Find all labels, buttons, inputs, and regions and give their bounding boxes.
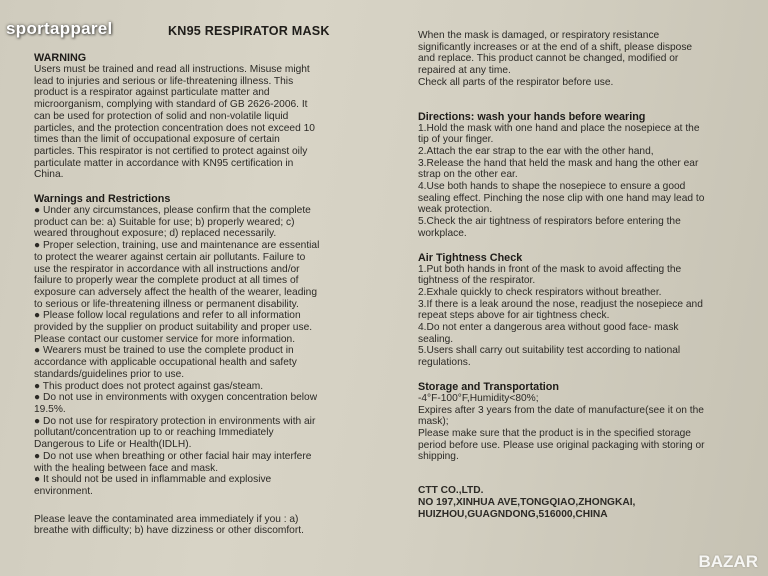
text-line: 2.Attach the ear strap to the ear with the other hand, — [418, 145, 654, 157]
text-line: 5.Users shall carry out suitability test according to national — [418, 345, 681, 357]
text-line: Please contact our customer service for more information. — [34, 333, 296, 345]
text-line: Users must be trained and read all instructions. Misuse might — [34, 64, 310, 75]
address-line: HUIZHOU,GUAGNDONG,516000,CHINA — [418, 508, 608, 520]
directions-heading: Directions: wash your hands before wearing — [418, 110, 646, 123]
text-line: tightness of the respirator. — [418, 275, 536, 287]
text-line: period before use. Please use original packaging with storing or — [418, 439, 705, 451]
text-line: 2.Exhale quickly to check respirators without breather. — [418, 286, 662, 298]
leave-area-text — [34, 514, 374, 537]
air-tightness-text — [418, 264, 740, 369]
text-line: exposure can adversely affect the health of the wearer, leading — [34, 286, 317, 298]
air-tightness-heading: Air Tightness Check — [418, 251, 523, 264]
bazar-logo: BAZAR — [698, 552, 758, 571]
text-line: Please leave the contaminated area immediately if you : a) — [34, 513, 299, 525]
text-line: ● Under any circumstances, please confirm that the complete — [34, 205, 311, 217]
text-line: standards/guidelines prior to use. — [34, 368, 185, 380]
text-line: ● Do not use in environments with oxygen concentration below — [34, 392, 318, 404]
warning-heading: WARNING — [34, 52, 87, 64]
text-line: breathe with difficulty; b) have dizziness or other discomfort. — [34, 525, 304, 537]
text-line: strap on the other ear. — [418, 169, 518, 181]
text-line: shipping. — [418, 451, 459, 463]
address-line: NO 197,XINHUA AVE,TONGQIAO,ZHONGKAI, — [418, 496, 636, 508]
text-line: 3.Release the hand that held the mask and hang the other ear — [418, 157, 699, 169]
text-line: with the healing between face and mask. — [34, 462, 219, 474]
text-line: mask); — [418, 416, 449, 428]
text-line: times than the limit of occupational exposure of certain — [34, 134, 280, 146]
text-line: to protect the wearer against certain air pollutants. Failure to — [34, 251, 306, 263]
text-line: accordance with applicable occupational health and safety — [34, 357, 297, 369]
text-line: ● This product does not protect against gas/steam. — [34, 380, 264, 392]
text-line: Expires after 3 years from the date of manufacture(see it on the — [418, 404, 704, 416]
right-column — [418, 30, 740, 520]
text-line: significantly increases or at the end of a shift, please dispose — [418, 41, 693, 53]
text-line: ● It should not be used in inflammable and explosive — [34, 474, 272, 486]
text-line: can be used for protection of solid and non-volatile liquid — [34, 110, 289, 122]
text-line: ● Proper selection, training, use and maintenance are essential — [34, 240, 320, 252]
text-line: microorganism, complying with standard of GB 2626-2006. It — [34, 99, 308, 111]
text-line: weak protection. — [418, 204, 493, 216]
text-line: ● Wearers must be trained to use the complete product in — [34, 345, 294, 357]
text-line: particulate matter in accordance with KN95 certification in — [34, 157, 294, 169]
text-line: particles. This respirator is not certified to protect against oily — [34, 145, 308, 157]
directions-text — [418, 123, 740, 240]
storage-heading: Storage and Transportation — [418, 380, 559, 393]
text-line: 1.Hold the mask with one hand and place the nosepiece at the — [418, 122, 700, 134]
text-line: weared throughout exposure; d) replaced necessarily. — [34, 228, 277, 240]
text-line: When the mask is damaged, or respiratory resistance — [418, 30, 660, 41]
text-line: Check all parts of the respirator before use. — [418, 76, 614, 88]
text-line: repeat steps above for air tightness check. — [418, 310, 610, 322]
text-line: particles, and the protection concentration does not exceed 10 — [34, 122, 315, 134]
text-line: sealing. — [418, 333, 454, 345]
text-line: 19.5%. — [34, 403, 66, 415]
text-line: pollutant/concentration up to or reaching Immediately — [34, 427, 274, 439]
text-line: sealing effect. Pinching the nose clip with one hand may lead to — [418, 192, 705, 204]
restrictions-text — [34, 205, 374, 498]
text-line: Dangerous to Life or Health(IDLH). — [34, 439, 192, 451]
text-line: 1.Put both hands in front of the mask to avoid affecting the — [418, 263, 682, 275]
text-line: 3.If there is a leak around the nose, readjust the nosepiece and — [418, 298, 703, 310]
text-line: workplace. — [418, 227, 467, 239]
page-title: KN95 RESPIRATOR MASK — [168, 24, 330, 38]
company-address — [418, 485, 740, 520]
watermark-text: sportapparel — [6, 19, 113, 38]
text-line: to serious or life-threatening illness or permanent disability. — [34, 298, 299, 310]
text-line: and replace. This product cannot be changed, modified or — [418, 53, 679, 65]
text-line: 4.Use both hands to shape the nosepiece to ensure a good — [418, 181, 686, 193]
company-name: CTT CO.,LTD. — [418, 485, 484, 497]
text-line: use the respirator in accordance with all instructions and/or — [34, 263, 300, 275]
text-line: lead to injuries and serious or life-threatening illness. This — [34, 75, 294, 87]
text-line: -4°F-100°F,Humidity<80%; — [418, 392, 539, 404]
text-line: regulations. — [418, 357, 471, 369]
storage-text — [418, 393, 740, 463]
text-line: tip of your finger. — [418, 134, 494, 146]
text-line: provided by the supplier on product suitability and proper use. — [34, 322, 313, 334]
text-line: product can be: a) Suitable for use; b) properly weared; c) — [34, 216, 295, 228]
text-line: ● Do not use for respiratory protection in environments with air — [34, 415, 316, 427]
damage-text — [418, 30, 740, 89]
text-line: repaired at any time. — [418, 65, 511, 77]
text-line: 5.Check the air tightness of respirators before entering the — [418, 216, 681, 228]
text-line: failure to properly wear the complete product at all times of — [34, 275, 299, 287]
text-line: China. — [34, 169, 64, 181]
left-column — [34, 52, 374, 537]
warning-text — [34, 64, 374, 181]
restrictions-heading: Warnings and Restrictions — [34, 193, 171, 206]
text-line: Please make sure that the product is in the specified storage — [418, 427, 691, 439]
text-line: ● Please follow local regulations and refer to all information — [34, 310, 301, 322]
text-line: ● Do not use when breathing or other facial hair may interfere — [34, 450, 312, 462]
text-line: product is a respirator against particulate matter and — [34, 87, 270, 99]
text-line: 4.Do not enter a dangerous area without good face- mask — [418, 322, 679, 334]
text-line: environment. — [34, 485, 93, 497]
